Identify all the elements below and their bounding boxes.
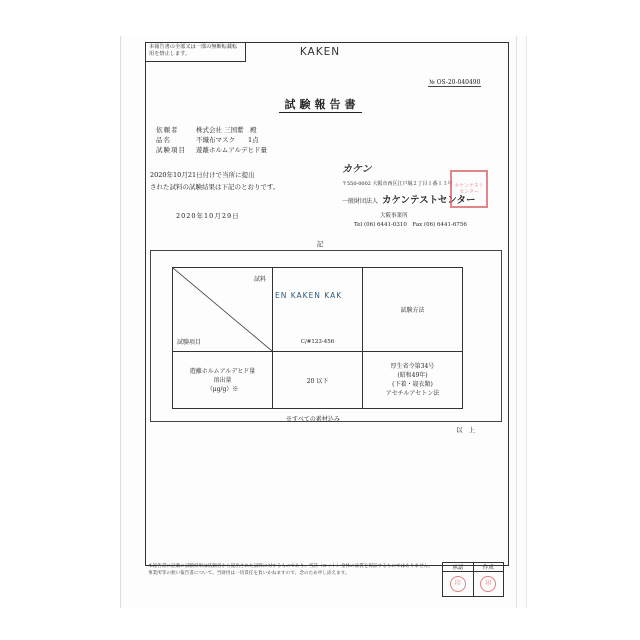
sample-code: C/#123-456	[300, 339, 335, 345]
result-value: 20 以下	[273, 352, 363, 409]
field-label: 試験項目	[156, 146, 186, 154]
method-line: アセチルアセトン法	[385, 390, 440, 397]
sample-cell	[273, 268, 363, 352]
method-header: 試験方法	[363, 268, 463, 352]
field-test-item	[156, 145, 267, 155]
intro-line: 2020年10月21日付けで当所に提出	[150, 171, 255, 179]
issue-date: 2020年10月29日	[176, 212, 240, 220]
report-number: № OS-20-040490	[429, 79, 481, 86]
item-line: （μg/g）※	[206, 385, 239, 393]
sender-address: 〒550-0002 大阪市西区江戸堀２丁目１番１３号	[342, 181, 453, 187]
method-line: (下着・寝衣類)	[392, 381, 433, 388]
item-line: 遊離ホルムアルデヒド量	[189, 367, 256, 375]
method-cell	[363, 352, 463, 409]
method-line: (昭和49年)	[397, 372, 428, 379]
method-line: 厚生省令第34号	[390, 363, 435, 370]
footnote-line: 事業所等の無い報告書について、当財団は一切責任を負いかねますので、念のため申し添えます。	[148, 571, 350, 576]
sample-header: 試料	[253, 276, 266, 283]
footnote-line: 本報告書に記載の試験結果は依頼者から提出された試料に対するものであり、当該（ロット）全体の品質を保証するものではありません。	[148, 564, 434, 569]
end-mark: 以上	[456, 426, 481, 434]
field-value: 株式会社 三国紫 殿	[196, 126, 257, 134]
field-label: 品名	[156, 136, 171, 144]
reproduction-notice: 本報告書の全部又は一部の無断転載転用を禁止します。	[146, 42, 246, 62]
item-cell	[173, 352, 273, 409]
report-title	[0, 96, 640, 112]
item-line: 溶出量	[213, 376, 232, 384]
field-value: 遊離ホルムアルデヒド量	[196, 146, 267, 154]
official-seal: カケンテストセンター	[450, 170, 488, 208]
org-name: カケンテストセンター	[382, 195, 476, 206]
sender-tel: Tel (06) 6441-0310 Fax (06) 6441-6756	[354, 222, 467, 228]
sender-block	[340, 160, 476, 228]
approval-header: 承認	[443, 563, 474, 572]
item-header: 試験項目	[177, 339, 202, 346]
report-fields	[156, 125, 267, 155]
approval-cell	[473, 572, 504, 597]
field-value: 不織布マスク 1点	[196, 136, 259, 144]
sender-office: 大阪事業所	[380, 213, 408, 219]
kaken-logo: カケン	[342, 164, 372, 175]
approver-stamp: 印	[450, 576, 466, 592]
org-prefix: 一般財団法人	[342, 198, 379, 205]
header-brand: KAKEN	[299, 46, 341, 58]
approval-cell	[443, 572, 474, 597]
result-table	[172, 267, 463, 409]
field-label: 依頼者	[156, 126, 179, 134]
approval-box	[442, 562, 504, 597]
report-title-text: 試験報告書	[279, 98, 362, 113]
approval-header: 作成	[473, 563, 504, 572]
all-materials-note: ※すべての素材込み	[286, 416, 340, 423]
intro-text	[150, 169, 279, 193]
intro-line: された試料の試験結果は下記のとおりです。	[150, 183, 280, 191]
footnote	[148, 563, 448, 577]
header-diagonal-cell	[173, 268, 273, 352]
page-edge	[516, 36, 517, 608]
field-client	[156, 125, 267, 135]
field-product	[156, 135, 267, 145]
ki-label: 記	[316, 240, 324, 248]
sample-label-tag: EN KAKEN KAK	[275, 291, 343, 300]
author-stamp: 印	[480, 576, 496, 592]
